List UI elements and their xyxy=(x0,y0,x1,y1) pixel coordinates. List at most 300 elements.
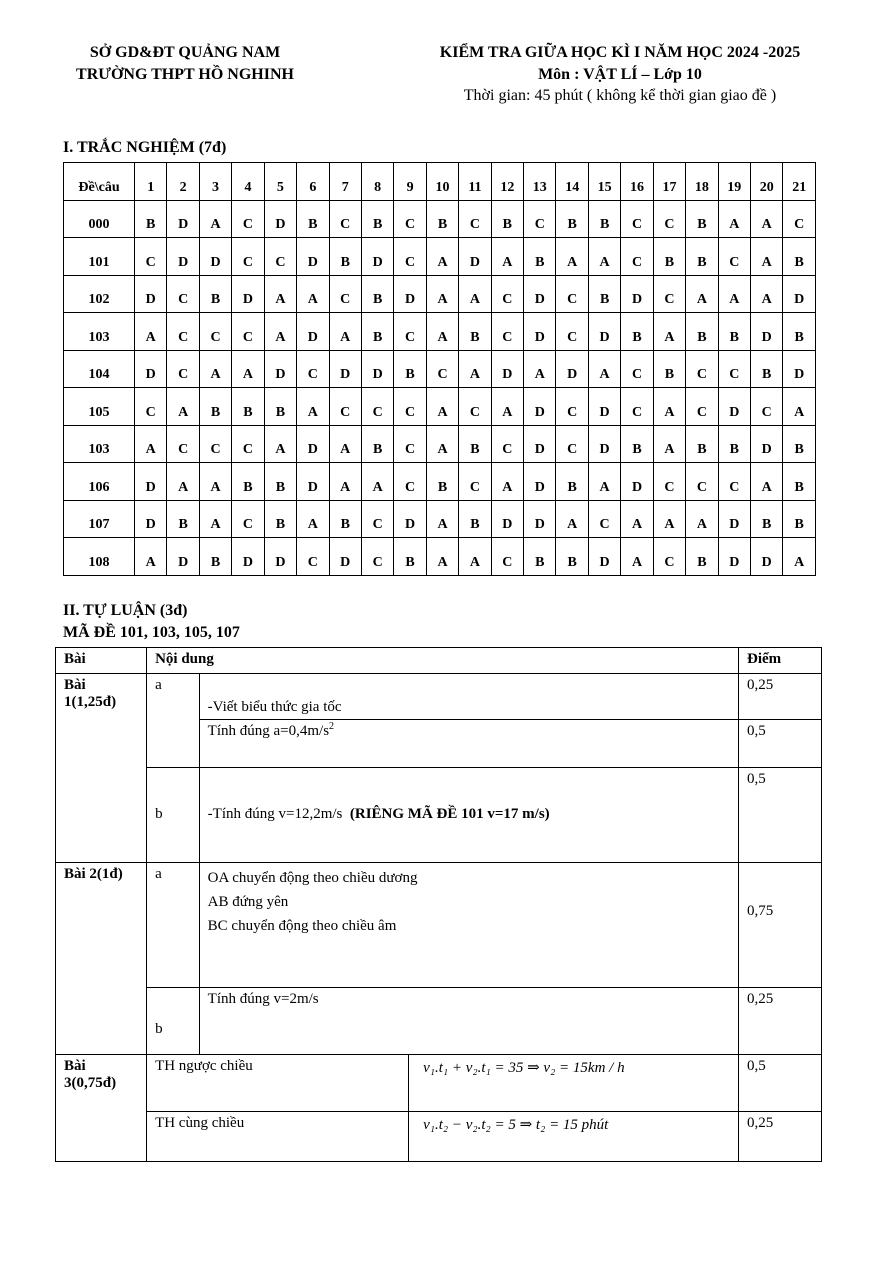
question-number: 2 xyxy=(167,163,199,201)
answer-cell: C xyxy=(686,463,718,501)
answer-cell: A xyxy=(459,350,491,388)
bai2-a-cell xyxy=(199,862,738,987)
answer-cell: A xyxy=(751,200,783,238)
key-row xyxy=(64,538,816,576)
answer-cell: A xyxy=(426,275,458,313)
answer-cell: A xyxy=(491,388,523,426)
bai2-b-text: Tính đúng v=2m/s xyxy=(199,987,738,1055)
answer-cell: C xyxy=(232,313,264,351)
question-number: 10 xyxy=(426,163,458,201)
answer-cell: A xyxy=(426,313,458,351)
answer-cell: C xyxy=(329,200,361,238)
answer-cell: D xyxy=(264,538,296,576)
bai1-b-cell xyxy=(199,767,738,862)
exam-code: 102 xyxy=(64,275,135,313)
answer-cell: C xyxy=(426,350,458,388)
key-corner-label: Đề\câu xyxy=(64,163,135,201)
answer-cell: C xyxy=(621,238,653,276)
bai3-c2-formula: v₁.t₂ − v₂.t₂ = 5 ⇒ t₂ = 15 phút xyxy=(409,1111,739,1161)
answer-cell: B xyxy=(361,275,393,313)
answer-cell: C xyxy=(751,388,783,426)
answer-cell: D xyxy=(718,388,750,426)
answer-cell: D xyxy=(135,463,167,501)
answer-cell: D xyxy=(459,238,491,276)
bai2-part-b: b xyxy=(147,987,200,1055)
answer-cell: D xyxy=(588,538,620,576)
key-row xyxy=(64,313,816,351)
answer-cell: B xyxy=(361,200,393,238)
answer-cell: C xyxy=(394,425,426,463)
answer-cell: D xyxy=(588,388,620,426)
answer-cell: B xyxy=(491,200,523,238)
answer-cell: B xyxy=(459,500,491,538)
answer-cell: C xyxy=(524,200,556,238)
answer-cell: D xyxy=(556,350,588,388)
answer-cell: A xyxy=(588,463,620,501)
exam-code: 107 xyxy=(64,500,135,538)
answer-cell: C xyxy=(232,425,264,463)
bai1-a2-cell xyxy=(199,719,738,767)
answer-cell: C xyxy=(556,275,588,313)
answer-cell: D xyxy=(524,388,556,426)
bai2-a-line3: BC chuyển động theo chiều âm xyxy=(207,917,397,934)
bai2-row-a xyxy=(56,862,822,987)
answer-cell: C xyxy=(394,388,426,426)
answer-cell: A xyxy=(426,238,458,276)
question-number: 17 xyxy=(653,163,685,201)
answer-cell: A xyxy=(329,463,361,501)
bai2-label: Bài 2(1đ) xyxy=(56,862,147,1054)
answer-cell: D xyxy=(394,275,426,313)
answer-cell: C xyxy=(232,200,264,238)
question-number: 21 xyxy=(783,163,816,201)
answer-cell: C xyxy=(361,500,393,538)
question-number: 8 xyxy=(361,163,393,201)
subject-line: Môn : VẬT LÍ – Lớp 10 xyxy=(538,66,702,83)
bai1-part-a: a xyxy=(147,674,200,768)
answer-cell: B xyxy=(686,425,718,463)
answer-cell: B xyxy=(426,463,458,501)
answer-cell: B xyxy=(232,388,264,426)
col-header-bai: Bài xyxy=(56,648,147,674)
answer-cell: A xyxy=(329,425,361,463)
answer-cell: A xyxy=(653,388,685,426)
answer-cell: A xyxy=(135,425,167,463)
answer-cell: B xyxy=(783,238,816,276)
question-number: 20 xyxy=(751,163,783,201)
answer-cell: A xyxy=(426,500,458,538)
answer-cell: B xyxy=(686,200,718,238)
answer-cell: B xyxy=(329,500,361,538)
answer-cell: C xyxy=(783,200,816,238)
answer-cell: D xyxy=(232,275,264,313)
answer-cell: A xyxy=(621,500,653,538)
answer-cell: D xyxy=(394,500,426,538)
answer-cell: D xyxy=(297,313,329,351)
answer-cell: B xyxy=(232,463,264,501)
question-number: 9 xyxy=(394,163,426,201)
answer-cell: D xyxy=(329,538,361,576)
answer-cell: A xyxy=(264,425,296,463)
answer-cell: C xyxy=(718,463,750,501)
bai1-a2-sup: 2 xyxy=(329,720,335,732)
answer-cell: D xyxy=(297,463,329,501)
answer-cell: C xyxy=(653,538,685,576)
key-row xyxy=(64,200,816,238)
answer-cell: B xyxy=(329,238,361,276)
section2-title: II. TỰ LUẬN (3đ) xyxy=(63,602,188,619)
col-header-diem: Điểm xyxy=(739,648,822,674)
key-row xyxy=(64,500,816,538)
answer-cell: C xyxy=(394,238,426,276)
question-number: 6 xyxy=(297,163,329,201)
answer-cell: A xyxy=(297,500,329,538)
answer-cell: D xyxy=(135,500,167,538)
answer-cell: C xyxy=(556,425,588,463)
answer-cell: D xyxy=(524,463,556,501)
key-row xyxy=(64,388,816,426)
answer-cell: D xyxy=(167,238,199,276)
question-number: 5 xyxy=(264,163,296,201)
answer-cell: C xyxy=(361,538,393,576)
question-number: 3 xyxy=(199,163,231,201)
answer-cell: C xyxy=(329,275,361,313)
answer-cell: C xyxy=(718,350,750,388)
answer-cell: A xyxy=(686,500,718,538)
answer-cell: C xyxy=(491,313,523,351)
answer-cell: C xyxy=(135,238,167,276)
answer-cell: D xyxy=(167,200,199,238)
bai2-row-b xyxy=(56,987,822,1055)
answer-cell: D xyxy=(751,313,783,351)
answer-cell: A xyxy=(459,275,491,313)
answer-cell: B xyxy=(264,388,296,426)
answer-cell: A xyxy=(621,538,653,576)
answer-cell: A xyxy=(297,275,329,313)
answer-cell: A xyxy=(361,463,393,501)
answer-cell: B xyxy=(524,238,556,276)
bai1-a2-score: 0,5 xyxy=(739,719,822,767)
bai1-b-score: 0,5 xyxy=(739,767,822,862)
header-right xyxy=(410,42,830,106)
answer-cell: C xyxy=(718,238,750,276)
answer-cell: C xyxy=(167,425,199,463)
answer-cell: A xyxy=(588,238,620,276)
answer-cell: B xyxy=(751,350,783,388)
answer-cell: B xyxy=(459,425,491,463)
answer-cell: D xyxy=(524,275,556,313)
answer-cell: B xyxy=(361,313,393,351)
answer-cell: C xyxy=(653,275,685,313)
answer-cell: D xyxy=(718,538,750,576)
answer-cell: A xyxy=(264,313,296,351)
bai3-row-2 xyxy=(56,1111,822,1161)
answer-cell: D xyxy=(751,425,783,463)
answer-cell: D xyxy=(167,538,199,576)
exam-code: 103 xyxy=(64,313,135,351)
answer-cell: C xyxy=(556,388,588,426)
answer-cell: C xyxy=(459,388,491,426)
answer-cell: C xyxy=(232,500,264,538)
answer-cell: A xyxy=(167,463,199,501)
answer-cell: B xyxy=(135,200,167,238)
question-number: 1 xyxy=(135,163,167,201)
answer-cell: A xyxy=(556,500,588,538)
answer-cell: C xyxy=(621,388,653,426)
answer-cell: C xyxy=(459,463,491,501)
header-left xyxy=(60,42,310,86)
answer-cell: B xyxy=(199,538,231,576)
question-number: 13 xyxy=(524,163,556,201)
answer-cell: D xyxy=(361,238,393,276)
answer-cell: D xyxy=(588,425,620,463)
answer-cell: B xyxy=(653,238,685,276)
bai1-b-text: -Tính đúng v=12,2m/s xyxy=(207,806,343,823)
exam-code: 106 xyxy=(64,463,135,501)
bai2-b-score: 0,25 xyxy=(739,987,822,1055)
answer-cell: D xyxy=(297,425,329,463)
answer-cell: B xyxy=(653,350,685,388)
answer-cell: A xyxy=(135,538,167,576)
answer-cell: A xyxy=(135,313,167,351)
answer-cell: B xyxy=(524,538,556,576)
answer-cell: B xyxy=(751,500,783,538)
answer-cell: B xyxy=(686,238,718,276)
answer-cell: D xyxy=(329,350,361,388)
question-number: 4 xyxy=(232,163,264,201)
key-row xyxy=(64,350,816,388)
bai3-row-1 xyxy=(56,1055,822,1111)
bai2-a-line2: AB đứng yên xyxy=(207,893,289,910)
exam-code: 103 xyxy=(64,425,135,463)
answer-cell: C xyxy=(167,350,199,388)
question-number: 19 xyxy=(718,163,750,201)
answer-cell: C xyxy=(361,388,393,426)
answer-key-table xyxy=(63,162,816,576)
col-header-noidung: Nội dung xyxy=(147,648,739,674)
answer-cell: B xyxy=(783,313,816,351)
question-number: 16 xyxy=(621,163,653,201)
answer-cell: D xyxy=(588,313,620,351)
answer-cell: B xyxy=(199,388,231,426)
exam-title: KIỂM TRA GIỮA HỌC KÌ I NĂM HỌC 2024 -2025 xyxy=(439,44,801,61)
answer-cell: A xyxy=(751,463,783,501)
answer-cell: C xyxy=(491,275,523,313)
answer-cell: D xyxy=(524,313,556,351)
bai3-c1-score: 0,5 xyxy=(739,1055,822,1111)
answer-cell: D xyxy=(135,350,167,388)
answer-cell: B xyxy=(556,538,588,576)
time-line: Thời gian: 45 phút ( không kể thời gian giao đề ) xyxy=(463,87,777,104)
answer-cell: D xyxy=(491,500,523,538)
exam-code: 101 xyxy=(64,238,135,276)
answer-cell: D xyxy=(524,500,556,538)
answer-cell: B xyxy=(394,350,426,388)
answer-cell: B xyxy=(297,200,329,238)
answer-cell: A xyxy=(459,538,491,576)
answer-cell: C xyxy=(556,313,588,351)
key-row xyxy=(64,425,816,463)
answer-cell: C xyxy=(491,538,523,576)
bai1-a2-text: Tính đúng a=0,4m/s xyxy=(207,722,330,739)
answer-cell: C xyxy=(653,200,685,238)
answer-cell: A xyxy=(524,350,556,388)
answer-cell: D xyxy=(135,275,167,313)
answer-cell: A xyxy=(297,388,329,426)
answer-cell: C xyxy=(199,425,231,463)
answer-cell: D xyxy=(361,350,393,388)
key-row xyxy=(64,275,816,313)
answer-cell: A xyxy=(426,425,458,463)
bai1-label: Bài 1(1,25đ) xyxy=(56,674,147,862)
question-number: 7 xyxy=(329,163,361,201)
answer-cell: A xyxy=(199,350,231,388)
key-row xyxy=(64,238,816,276)
answer-cell: A xyxy=(653,313,685,351)
answer-cell: D xyxy=(718,500,750,538)
answer-cell: C xyxy=(621,350,653,388)
question-number: 18 xyxy=(686,163,718,201)
answer-cell: A xyxy=(426,388,458,426)
bai2-a-line1: OA chuyển động theo chiều dương xyxy=(207,869,418,886)
answer-cell: B xyxy=(556,463,588,501)
answer-cell: D xyxy=(783,275,816,313)
answer-cell: C xyxy=(491,425,523,463)
answer-cell: D xyxy=(621,275,653,313)
answer-cell: C xyxy=(297,538,329,576)
question-number: 12 xyxy=(491,163,523,201)
answer-cell: C xyxy=(264,238,296,276)
answer-cell: C xyxy=(297,350,329,388)
answer-cell: B xyxy=(621,313,653,351)
answer-cell: C xyxy=(167,275,199,313)
answer-cell: C xyxy=(686,350,718,388)
answer-cell: D xyxy=(297,238,329,276)
answer-cell: C xyxy=(686,388,718,426)
answer-cell: A xyxy=(264,275,296,313)
answer-cell: A xyxy=(718,275,750,313)
answer-cell: D xyxy=(199,238,231,276)
answer-cell: D xyxy=(751,538,783,576)
bai3-c2-text: TH cùng chiều xyxy=(147,1111,409,1161)
bai1-a1-text: -Viết biểu thức gia tốc xyxy=(199,674,738,719)
key-row xyxy=(64,463,816,501)
answer-cell: A xyxy=(199,200,231,238)
bai1-part-b: b xyxy=(147,767,200,862)
school-name: TRƯỜNG THPT HỒ NGHINH xyxy=(76,66,294,83)
question-number: 15 xyxy=(588,163,620,201)
department-name: SỞ GD&ĐT QUẢNG NAM xyxy=(89,44,281,61)
answer-cell: B xyxy=(783,500,816,538)
exam-code: 108 xyxy=(64,538,135,576)
answer-cell: C xyxy=(459,200,491,238)
exam-code: 000 xyxy=(64,200,135,238)
answer-cell: A xyxy=(556,238,588,276)
bai1-a1-score: 0,25 xyxy=(739,674,822,719)
answer-cell: A xyxy=(167,388,199,426)
answer-cell: B xyxy=(686,538,718,576)
answer-cell: A xyxy=(232,350,264,388)
answer-cell: A xyxy=(199,500,231,538)
answer-cell: C xyxy=(199,313,231,351)
exam-code: 104 xyxy=(64,350,135,388)
answer-cell: A xyxy=(491,238,523,276)
answer-cell: C xyxy=(588,500,620,538)
answer-cell: B xyxy=(621,425,653,463)
answer-cell: B xyxy=(459,313,491,351)
answer-cell: B xyxy=(718,313,750,351)
rubric-header-row xyxy=(56,648,822,674)
answer-cell: B xyxy=(264,500,296,538)
answer-cell: A xyxy=(686,275,718,313)
answer-cell: C xyxy=(394,200,426,238)
answer-cell: D xyxy=(491,350,523,388)
question-number: 11 xyxy=(459,163,491,201)
answer-cell: A xyxy=(653,500,685,538)
answer-cell: D xyxy=(524,425,556,463)
answer-cell: B xyxy=(556,200,588,238)
bai3-c1-text: TH ngược chiều xyxy=(147,1055,409,1111)
answer-cell: B xyxy=(783,463,816,501)
answer-cell: B xyxy=(264,463,296,501)
answer-cell: D xyxy=(264,350,296,388)
answer-cell: B xyxy=(361,425,393,463)
answer-cell: C xyxy=(232,238,264,276)
answer-cell: B xyxy=(394,538,426,576)
answer-cell: D xyxy=(232,538,264,576)
bai3-c2-score: 0,25 xyxy=(739,1111,822,1161)
answer-cell: A xyxy=(783,388,816,426)
bai2-a-score: 0,75 xyxy=(739,862,822,987)
answer-cell: A xyxy=(783,538,816,576)
question-number: 14 xyxy=(556,163,588,201)
bai2-part-a: a xyxy=(147,862,200,987)
bai1-b-bold: (RIÊNG MÃ ĐỀ 101 v=17 m/s) xyxy=(349,806,550,823)
answer-cell: B xyxy=(783,425,816,463)
answer-cell: B xyxy=(588,200,620,238)
answer-cell: D xyxy=(783,350,816,388)
answer-cell: A xyxy=(588,350,620,388)
answer-cell: C xyxy=(653,463,685,501)
answer-cell: C xyxy=(135,388,167,426)
answer-cell: A xyxy=(426,538,458,576)
answer-cell: A xyxy=(491,463,523,501)
answer-cell: C xyxy=(167,313,199,351)
answer-cell: C xyxy=(621,200,653,238)
answer-cell: A xyxy=(653,425,685,463)
bai1-row-b xyxy=(56,767,822,862)
answer-cell: C xyxy=(394,463,426,501)
section1-title: I. TRẮC NGHIỆM (7đ) xyxy=(63,139,227,156)
section2-subtitle: MÃ ĐỀ 101, 103, 105, 107 xyxy=(63,624,240,641)
answer-cell: D xyxy=(621,463,653,501)
bai3-c1-formula: v₁.t₁ + v₂.t₁ = 35 ⇒ v₂ = 15km / h xyxy=(409,1055,739,1111)
answer-cell: A xyxy=(718,200,750,238)
answer-cell: B xyxy=(167,500,199,538)
bai1-row-a1 xyxy=(56,674,822,719)
essay-rubric-table xyxy=(55,647,822,1162)
key-header-row xyxy=(64,163,816,201)
answer-cell: A xyxy=(751,238,783,276)
bai3-label: Bài 3(0,75đ) xyxy=(56,1055,147,1162)
answer-cell: B xyxy=(588,275,620,313)
exam-code: 105 xyxy=(64,388,135,426)
answer-cell: C xyxy=(394,313,426,351)
answer-cell: B xyxy=(718,425,750,463)
answer-cell: A xyxy=(199,463,231,501)
answer-cell: D xyxy=(264,200,296,238)
answer-cell: A xyxy=(751,275,783,313)
